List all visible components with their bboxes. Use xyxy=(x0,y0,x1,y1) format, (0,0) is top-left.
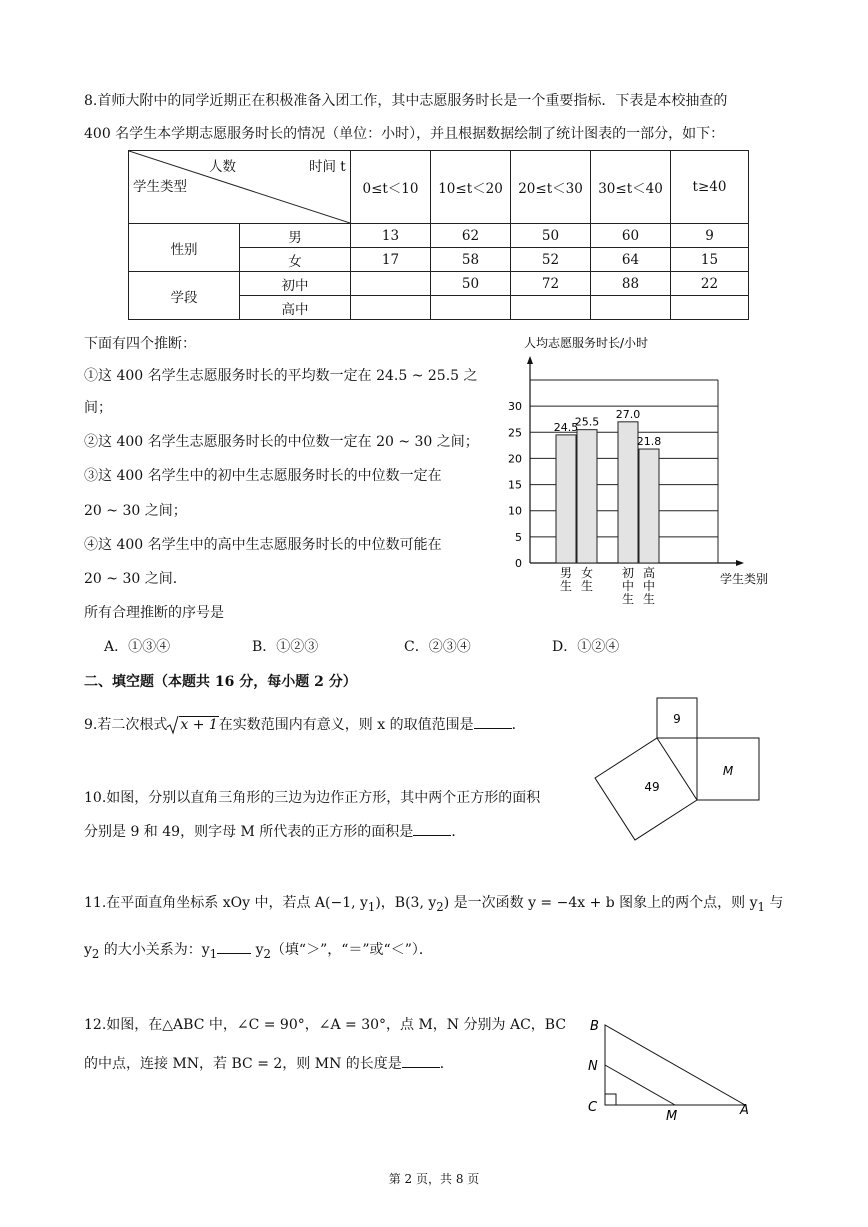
option-a: A．①③④ xyxy=(104,639,171,655)
option-c: C．②③④ xyxy=(404,639,471,655)
chart-y-tick-label: 5 xyxy=(515,530,522,544)
table-cell: 50 xyxy=(511,224,591,248)
q11-part: 11.在平面直角坐标系 xOy 中，若点 A(−1, y xyxy=(84,895,368,911)
corner-type-label: 学生类型 xyxy=(133,179,187,195)
q12-end: ． xyxy=(439,1056,454,1072)
chart-y-tick-label: 0 xyxy=(515,557,522,570)
chart-category-label: 生 xyxy=(621,592,635,606)
vertex-a-label: A xyxy=(740,1103,749,1118)
square-9-label: 9 xyxy=(673,712,681,726)
square-49-label: 49 xyxy=(644,780,660,794)
group-label: 学段 xyxy=(129,272,240,320)
table-cell: 58 xyxy=(431,248,511,272)
chart-category-label: 女 xyxy=(580,566,594,580)
table-cell: 62 xyxy=(431,224,511,248)
chart-y-axis-arrow xyxy=(527,356,533,364)
q12-triangle-figure xyxy=(580,1010,760,1125)
row-label: 高中 xyxy=(240,296,351,320)
chart-y-tick-label: 30 xyxy=(508,400,522,414)
chart-x-axis-label: 学生类别 xyxy=(720,572,769,586)
right-angle-mark xyxy=(605,1094,616,1105)
q9-pre: 9.若二次根式 xyxy=(84,717,168,733)
table-cell: 60 xyxy=(591,224,671,248)
q11-part: y xyxy=(84,942,92,958)
q8-line1: 8.首师大附中的同学近期正在积极准备入团工作，其中志愿服务时长是一个重要指标．下表是本校抽查的 xyxy=(84,93,728,109)
volunteer-hours-table xyxy=(128,150,749,320)
q8-statement-2: ②这 400 名学生志愿服务时长的中位数一定在 20 ~ 30 之间； xyxy=(84,434,479,450)
row-label: 男 xyxy=(240,224,351,248)
chart-y-axis-label: 人均志愿服务时长/小时 xyxy=(524,336,649,350)
q11-part: （填“＞”，“＝”或“＜”）． xyxy=(270,942,433,958)
chart-category-label: 高 xyxy=(642,566,656,580)
group-label: 性别 xyxy=(129,224,240,272)
q11-sub: 1 xyxy=(367,899,376,914)
q11-line2 xyxy=(84,939,433,964)
q10-answer-blank[interactable] xyxy=(413,821,451,836)
option-d: D．①②④ xyxy=(552,639,620,655)
corner-count-label: 人数 xyxy=(209,159,236,175)
q8-statement-1: ①这 400 名学生志愿服务时长的平均数一定在 24.5 ~ 25.5 之 xyxy=(84,368,478,384)
chart-category-label: 初 xyxy=(621,566,635,580)
table-row xyxy=(129,272,749,296)
q10-line2-text: 分别是 9 和 49，则字母 M 所代表的正方形的面积是 xyxy=(84,824,414,840)
option-b: B．①②③ xyxy=(252,639,319,655)
table-cell: 9 xyxy=(671,224,749,248)
q11-sub: 1 xyxy=(757,899,765,914)
q9-end: ． xyxy=(511,717,526,733)
q8-statement-1-cont: 间； xyxy=(84,400,112,416)
table-row xyxy=(129,224,749,248)
chart-category-label: 男 xyxy=(559,566,573,580)
triangle-abc xyxy=(605,1025,745,1105)
q12-line1: 12.如图，在△ABC 中，∠C = 90°，∠A = 30°，点 M，N 分别为 AC，BC xyxy=(84,1017,567,1033)
q10-line2 xyxy=(84,821,465,842)
q12-answer-blank[interactable] xyxy=(402,1053,440,1068)
chart-bar-1 xyxy=(556,435,576,563)
col-header: 20≤t＜30 xyxy=(511,151,591,224)
q8-intro: 下面有四个推断： xyxy=(84,336,196,352)
square-m-label: M xyxy=(722,764,734,778)
q9-post: 在实数范围内有意义，则 x 的取值范围是 xyxy=(218,717,474,733)
chart-category-label: 生 xyxy=(642,592,656,606)
q10-end: ． xyxy=(451,824,466,840)
row-label: 女 xyxy=(240,248,351,272)
chart-y-tick-label: 10 xyxy=(508,504,522,518)
chart-y-tick-label: 25 xyxy=(508,426,522,440)
chart-data-label: 27.0 xyxy=(615,407,641,421)
chart-data-label: 24.5 xyxy=(553,420,579,434)
row-label: 初中 xyxy=(240,272,351,296)
q10-squares-figure xyxy=(590,693,770,843)
table-cell: 13 xyxy=(351,224,431,248)
corner-time-label: 时间 t xyxy=(309,159,346,175)
col-header: 10≤t＜20 xyxy=(431,151,511,224)
q10-line1: 10.如图，分别以直角三角形的三边为边作正方形，其中两个正方形的面积 xyxy=(84,790,541,806)
point-m-label: M xyxy=(666,1109,678,1124)
table-cell: 52 xyxy=(511,248,591,272)
chart-data-label: 21.8 xyxy=(636,435,662,449)
page-footer: 第 2 页，共 8 页 xyxy=(388,1172,480,1186)
chart-y-tick-label: 15 xyxy=(508,478,522,492)
table-cell: 88 xyxy=(591,272,671,296)
q11-sub: 1 xyxy=(209,946,218,961)
q8-statement-4: ④这 400 名学生中的高中生志愿服务时长的中位数可能在 xyxy=(84,537,442,553)
q9-radical xyxy=(167,715,218,735)
col-header: 0≤t＜10 xyxy=(351,151,431,224)
table-cell: 15 xyxy=(671,248,749,272)
col-header: 30≤t＜40 xyxy=(591,151,671,224)
q11-part: ) 是一次函数 y = −4x + b 图象上的两个点，则 y xyxy=(443,895,758,911)
q8-line2: 400 名学生本学期志愿服务时长的情况（单位：小时），并且根据数据绘制了统计图表的一部分，如下： xyxy=(84,126,725,142)
chart-category-label: 中 xyxy=(621,579,635,593)
table-cell: 64 xyxy=(591,248,671,272)
q9-radicand: x + 1 xyxy=(180,717,218,733)
col-header: t≥40 xyxy=(671,151,749,224)
q11-sub: 2 xyxy=(263,946,271,961)
vertex-b-label: B xyxy=(590,1019,599,1034)
volunteer-bar-chart xyxy=(480,330,780,615)
table-cell xyxy=(671,296,749,320)
vertex-c-label: C xyxy=(588,1100,598,1115)
table-cell xyxy=(431,296,511,320)
chart-category-label: 生 xyxy=(580,579,594,593)
table-cell xyxy=(351,272,431,296)
q11-sub: 2 xyxy=(91,946,100,961)
table-cell xyxy=(591,296,671,320)
chart-category-label: 生 xyxy=(559,579,573,593)
q11-part: 的大小关系为：y xyxy=(99,942,210,958)
q11-part: )，B(3, y xyxy=(375,895,437,911)
q8-statement-3-cont: 20 ~ 30 之间； xyxy=(84,503,187,519)
table-cell: 50 xyxy=(431,272,511,296)
q9-answer-blank[interactable] xyxy=(474,714,512,729)
q11-answer-blank[interactable] xyxy=(217,939,251,954)
table-corner-cell xyxy=(129,151,351,224)
section-2-title: 二、填空题（本题共 16 分，每小题 2 分） xyxy=(84,674,357,690)
chart-x-axis-arrow xyxy=(736,560,744,566)
chart-bar-4 xyxy=(639,449,659,563)
q8-statement-3: ③这 400 名学生中的初中生志愿服务时长的中位数一定在 xyxy=(84,468,442,484)
chart-data-label: 25.5 xyxy=(574,415,600,429)
q11-part: y xyxy=(251,942,264,958)
table-cell xyxy=(511,296,591,320)
q8-statement-4-cont: 20 ~ 30 之间． xyxy=(84,571,187,587)
q11-sub: 2 xyxy=(436,899,444,914)
table-cell: 17 xyxy=(351,248,431,272)
radical-sign-icon xyxy=(167,715,179,735)
table-cell xyxy=(351,296,431,320)
chart-y-tick-label: 20 xyxy=(508,452,522,466)
chart-bar-3 xyxy=(618,422,638,563)
q12-line2 xyxy=(84,1053,454,1074)
q8-question: 所有合理推断的序号是 xyxy=(84,605,224,621)
chart-category-label: 中 xyxy=(642,579,656,593)
q11-part: 与 xyxy=(764,895,784,911)
q9-text xyxy=(84,714,526,735)
q12-line2-text: 的中点，连接 MN，若 BC = 2，则 MN 的长度是 xyxy=(84,1056,402,1072)
table-cell: 72 xyxy=(511,272,591,296)
q11-line1 xyxy=(84,893,783,917)
table-cell: 22 xyxy=(671,272,749,296)
point-n-label: N xyxy=(588,1059,598,1074)
chart-bar-2 xyxy=(577,430,597,563)
